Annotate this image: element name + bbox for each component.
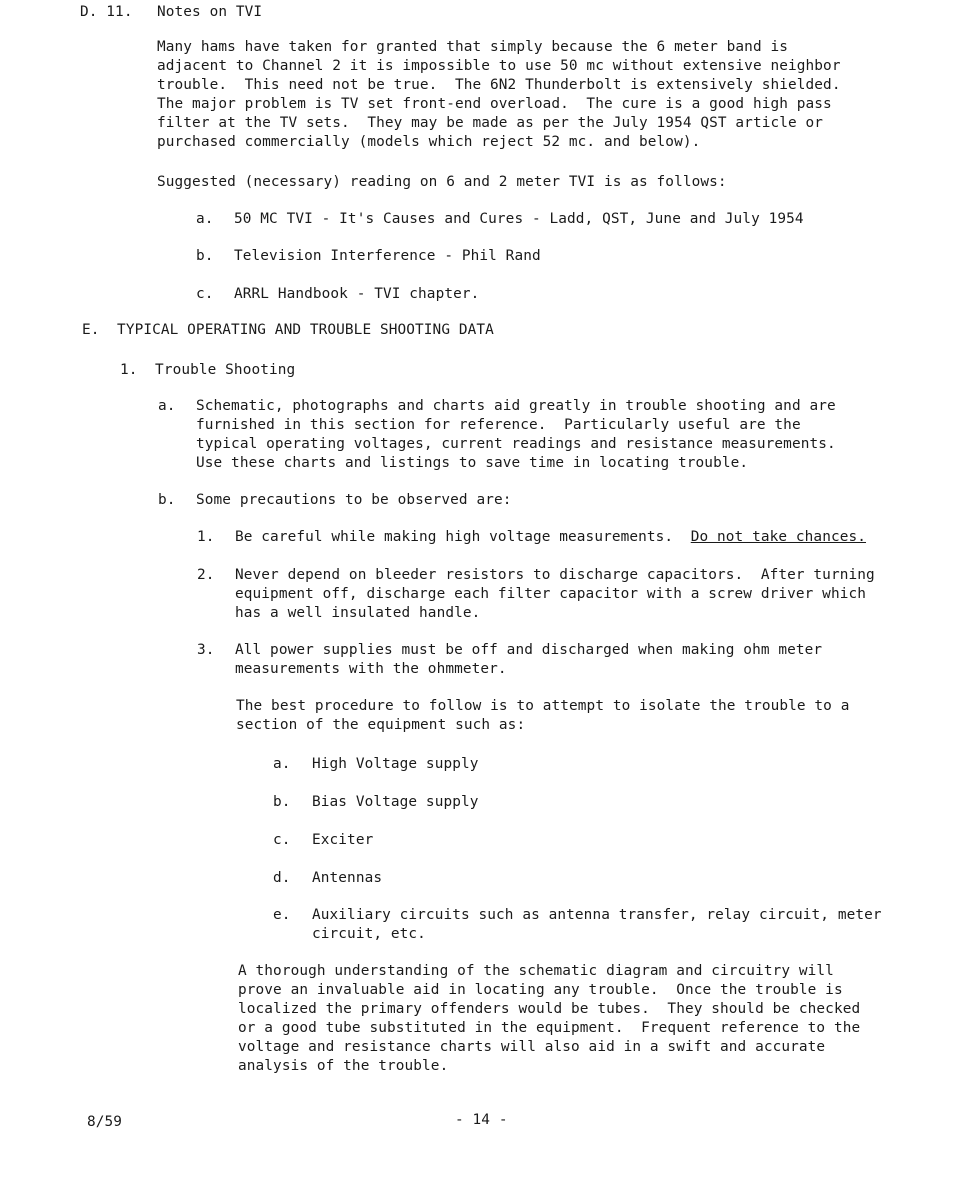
precaution-number: 2. (197, 567, 215, 583)
paragraph-line: furnished in this section for reference. Particularly useful are the (196, 417, 801, 433)
list-item-letter: b. (273, 794, 291, 810)
paragraph-line: analysis of the trouble. (238, 1058, 449, 1074)
paragraph-line: trouble. This need not be true. The 6N2 Thunderbolt is extensively shielded. (157, 77, 841, 93)
paragraph-line: The best procedure to follow is to attempt to isolate the trouble to a (236, 698, 850, 714)
list-item: Exciter (312, 832, 374, 848)
paragraph-line: or a good tube substituted in the equipment. Frequent reference to the (238, 1020, 861, 1036)
list-item-letter: e. (273, 907, 291, 923)
paragraph-line: localized the primary offenders would be tubes. They should be checked (238, 1001, 861, 1017)
list-item-letter: a. (273, 756, 291, 772)
section-number: D. 11. (80, 4, 133, 20)
list-item: Antennas (312, 870, 383, 886)
precaution-number: 3. (197, 642, 215, 658)
suggested-reading-intro: Suggested (necessary) reading on 6 and 2 meter TVI is as follows: (157, 174, 727, 190)
precaution-line: Never depend on bleeder resistors to discharge capacitors. After turning (235, 567, 875, 583)
page-number: - 14 - (455, 1112, 508, 1128)
precaution-line: All power supplies must be off and discharged when making ohm meter (235, 642, 823, 658)
precaution-line: equipment off, discharge each filter capacitor with a screw driver which (235, 586, 866, 602)
list-item-letter: a. (158, 398, 176, 414)
section-title: Notes on TVI (157, 4, 263, 20)
list-item: 50 MC TVI - It's Causes and Cures - Ladd, QST, June and July 1954 (234, 211, 804, 227)
list-item: circuit, etc. (312, 926, 426, 942)
list-item-letter: c. (273, 832, 291, 848)
precaution-text-plain: Be careful while making high voltage measurements. (235, 529, 691, 545)
precaution-line: has a well insulated handle. (235, 605, 481, 621)
list-item-letter: b. (158, 492, 176, 508)
subsection-heading: 1. Trouble Shooting (120, 362, 296, 378)
list-item-letter: d. (273, 870, 291, 886)
footer-date: 8/59 (87, 1114, 123, 1130)
paragraph-line: filter at the TV sets. They may be made as per the July 1954 QST article or (157, 115, 824, 131)
list-item: High Voltage supply (312, 756, 479, 772)
section-heading: E. TYPICAL OPERATING AND TROUBLE SHOOTING DATA (82, 322, 494, 338)
list-item: Television Interference - Phil Rand (234, 248, 541, 264)
paragraph-line: Use these charts and listings to save time in locating trouble. (196, 455, 749, 471)
precaution-text (235, 528, 866, 547)
list-item-letter: a. (196, 211, 214, 227)
list-item: Auxiliary circuits such as antenna transfer, relay circuit, meter (312, 907, 882, 923)
list-item-letter: b. (196, 248, 214, 264)
paragraph-line: section of the equipment such as: (236, 717, 526, 733)
paragraph-line: prove an invaluable aid in locating any trouble. Once the trouble is (238, 982, 843, 998)
list-item: Some precautions to be observed are: (196, 492, 512, 508)
list-item-letter: c. (196, 286, 214, 302)
paragraph-line: The major problem is TV set front-end overload. The cure is a good high pass (157, 96, 832, 112)
paragraph-line: voltage and resistance charts will also aid in a swift and accurate (238, 1039, 826, 1055)
paragraph-line: purchased commercially (models which reject 52 mc. and below). (157, 134, 701, 150)
paragraph-line: typical operating voltages, current readings and resistance measurements. (196, 436, 836, 452)
paragraph-line: Many hams have taken for granted that simply because the 6 meter band is (157, 39, 788, 55)
precaution-line: measurements with the ohmmeter. (235, 661, 507, 677)
precaution-number: 1. (197, 529, 215, 545)
list-item: Bias Voltage supply (312, 794, 479, 810)
list-item: ARRL Handbook - TVI chapter. (234, 286, 480, 302)
precaution-emphasis: Do not take chances. (690, 529, 867, 545)
paragraph-line: A thorough understanding of the schematic diagram and circuitry will (238, 963, 834, 979)
paragraph-line: Schematic, photographs and charts aid greatly in trouble shooting and are (196, 398, 836, 414)
paragraph-line: adjacent to Channel 2 it is impossible to use 50 mc without extensive neighbor (157, 58, 841, 74)
